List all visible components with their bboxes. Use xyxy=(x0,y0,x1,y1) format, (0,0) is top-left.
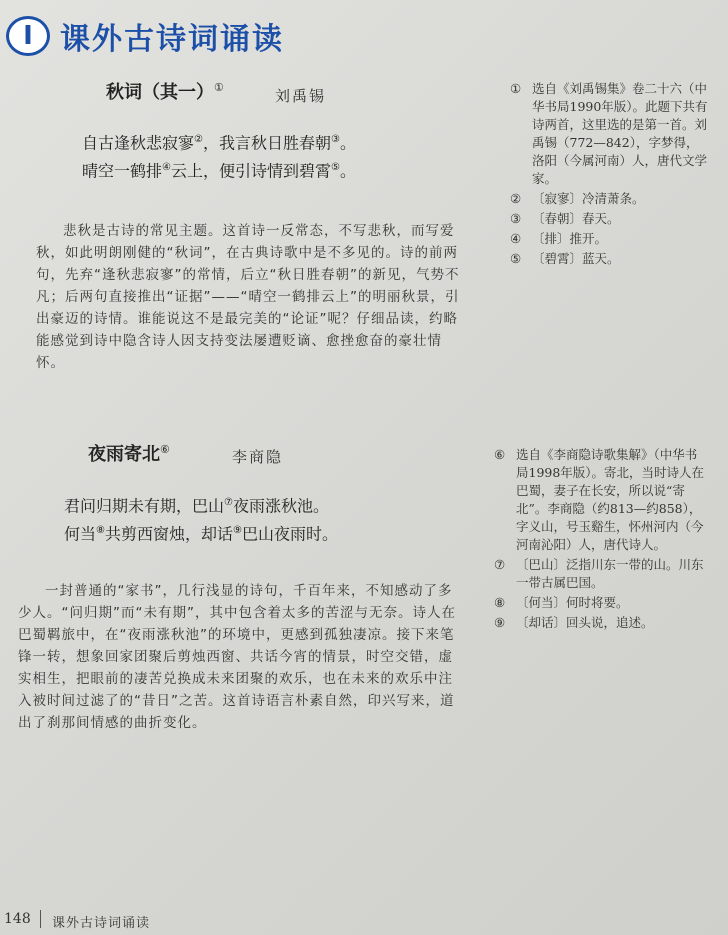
poem1-notes xyxy=(510,80,710,270)
poem1-line-1: 自古逢秋悲寂寥②，我言秋日胜春朝③。 xyxy=(82,133,356,153)
footer-divider xyxy=(40,910,41,928)
poem2-verse xyxy=(64,490,338,547)
poem1-commentary: 悲秋是古诗的常见主题。这首诗一反常态，不写悲秋，而写爱秋，如此明朗刚健的“秋词”，在古典诗歌中是不多见的。诗的前两句，先弃“逢秋悲寂寥”的常情，后立“秋日胜春朝”的新见，气势不凡；后两句直接推出“证据”——“晴空一鹤排云上”的明丽秋景，引出豪迈的诗情。谁能说这不是最完美的“论证”呢？仔细品读，约略能感觉到诗中隐含诗人因支持变法屡遭贬谪、愈挫愈奋的豪壮情怀。 xyxy=(36,223,460,371)
poem2-title-block xyxy=(88,440,170,466)
section-badge-icon: I xyxy=(6,16,50,56)
note-item: ② 〔寂寥〕冷清萧条。 xyxy=(510,191,645,206)
note-item: ⑤ 〔碧霄〕蓝天。 xyxy=(510,251,620,266)
poem2-notes xyxy=(494,446,706,634)
note-item: ④ 〔排〕推开。 xyxy=(510,231,608,246)
poem1-verse xyxy=(82,127,356,184)
note-item: ① 选自《刘禹锡集》卷二十六（中华书局1990年版）。此题下共有诗两首，这里选的是第一首。刘禹锡（772—842），字梦得，洛阳（今属河南）人，唐代文学家。 xyxy=(510,81,708,186)
page-footer xyxy=(0,907,728,935)
poem1-title-block xyxy=(106,78,224,104)
poem2-title: 夜雨寄北 xyxy=(88,444,160,465)
note-item: ⑦ 〔巴山〕泛指川东一带的山。川东一带古属巴国。 xyxy=(494,557,704,590)
section-title: 课外古诗词诵读 xyxy=(60,22,284,57)
section-header xyxy=(6,14,284,58)
poem1-author: 刘禹锡 xyxy=(275,87,327,105)
poem2-author: 李商隐 xyxy=(232,448,284,466)
poem2-title-note-mark: ⑥ xyxy=(160,443,170,456)
poem2-commentary: 一封普通的“家书”，几行浅显的诗句，千百年来，不知感动了多少人。“问归期”而“未有期”，其中包含着太多的苦涩与无奈。诗人在巴蜀羁旅中，在“夜雨涨秋池”的环境中，更感到孤独凄凉。接下来笔锋一转，想象回家团聚后剪烛西窗、共话今宵的情景，时空交错，虚实相生，把眼前的凄苦兑换成未来团聚的欢乐，也在未来的欢乐中注入被时间过滤了的“昔日”之苦。这首诗语言朴素自然，印兴写来，道出了刹那间情感的曲折变化。 xyxy=(18,583,456,731)
poem2-line-2: 何当⑧共剪西窗烛，却话⑨巴山夜雨时。 xyxy=(64,524,338,544)
poem1-title-note-mark: ① xyxy=(214,81,224,94)
note-item: ⑧ 〔何当〕何时将要。 xyxy=(494,595,629,610)
poem1-line-2: 晴空一鹤排④云上，便引诗情到碧霄⑤。 xyxy=(82,161,356,181)
note-item: ⑨ 〔却话〕回头说，追述。 xyxy=(494,615,654,630)
note-item: ③ 〔春朝〕春天。 xyxy=(510,211,620,226)
poem1-title: 秋词（其一） xyxy=(106,82,214,103)
running-title: 课外古诗词诵读 xyxy=(52,916,151,931)
page-number: 148 xyxy=(4,911,31,927)
poem2-line-1: 君问归期未有期，巴山⑦夜雨涨秋池。 xyxy=(64,496,329,516)
note-item: ⑥ 选自《李商隐诗歌集解》（中华书局1998年版）。寄北，当时诗人在巴蜀，妻子在长安，所以说“寄北”。李商隐（约813—约858），字义山，号玉谿生，怀州河内（今河南沁阳）人，唐代诗人。 xyxy=(494,447,705,552)
